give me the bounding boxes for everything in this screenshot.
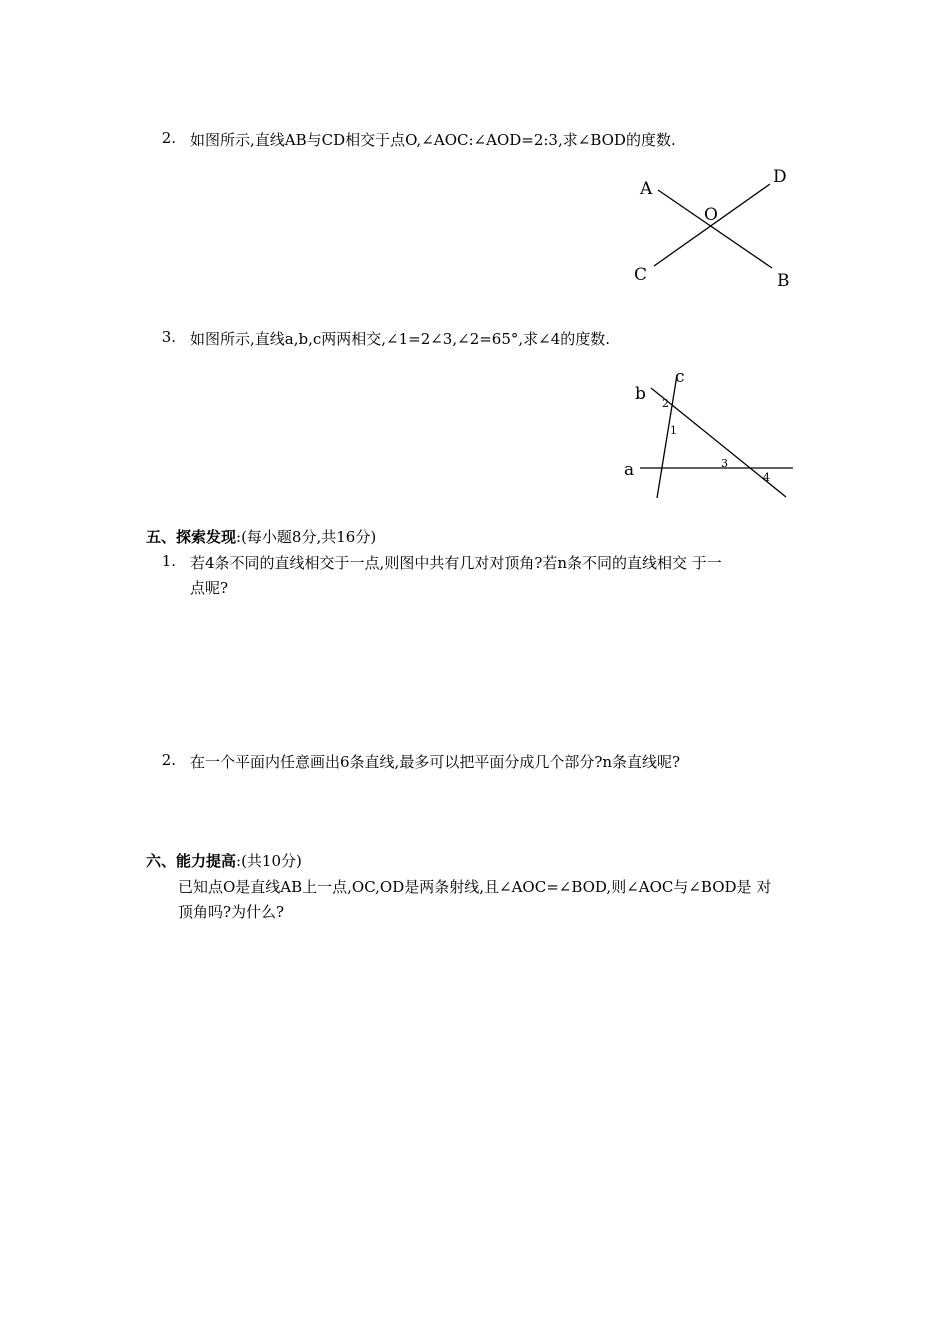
label-b: b [635,384,646,404]
section-title: 五、探索发现 [146,528,237,546]
line-cd [654,184,770,266]
label-c: c [675,367,685,387]
angle-4-label: 4 [763,471,770,484]
angle-1-label: 1 [670,424,677,437]
label-a: a [624,460,635,480]
question-number: 1. [161,552,176,570]
question-text: 在一个平面内任意画出6条直线,最多可以把平面分成几个部分?n条直线呢? [190,753,681,771]
angle-2-label: 2 [662,397,669,410]
question-text-line: 点呢? [190,579,229,597]
question-text: 如图所示,直线AB与CD相交于点O,∠AOC:∠AOD=2:3,求∠BOD的度数. [190,131,676,149]
question-number: 2. [161,129,176,147]
question-text-line: 若4条不同的直线相交于一点,则图中共有几对对顶角?若n条不同的直线相交 于一 [190,554,722,572]
angle-3-label: 3 [721,457,728,470]
label-d: D [773,167,787,187]
question-number: 3. [161,328,176,346]
section-score-note: :(每小题8分,共16分) [236,528,377,546]
section-score-note: :(共10分) [236,852,302,870]
section-heading [146,526,376,547]
three-lines-figure [620,365,810,505]
question-number: 2. [161,751,176,769]
line-ab [658,190,772,268]
section-title: 六、能力提高 [146,852,237,870]
question-text: 如图所示,直线a,b,c两两相交,∠1=2∠3,∠2=65°,求∠4的度数. [190,330,611,348]
section-heading [146,850,302,871]
label-o: O [704,205,718,225]
label-b: B [777,271,790,291]
label-c: C [634,265,648,285]
question-text-line: 已知点O是直线AB上一点,OC,OD是两条射线,且∠AOC=∠BOD,则∠AOC与∠BOD是 对 [178,878,772,896]
label-a: A [640,179,653,199]
intersecting-lines-figure [625,163,795,293]
question-text-line: 顶角吗?为什么? [178,903,285,921]
